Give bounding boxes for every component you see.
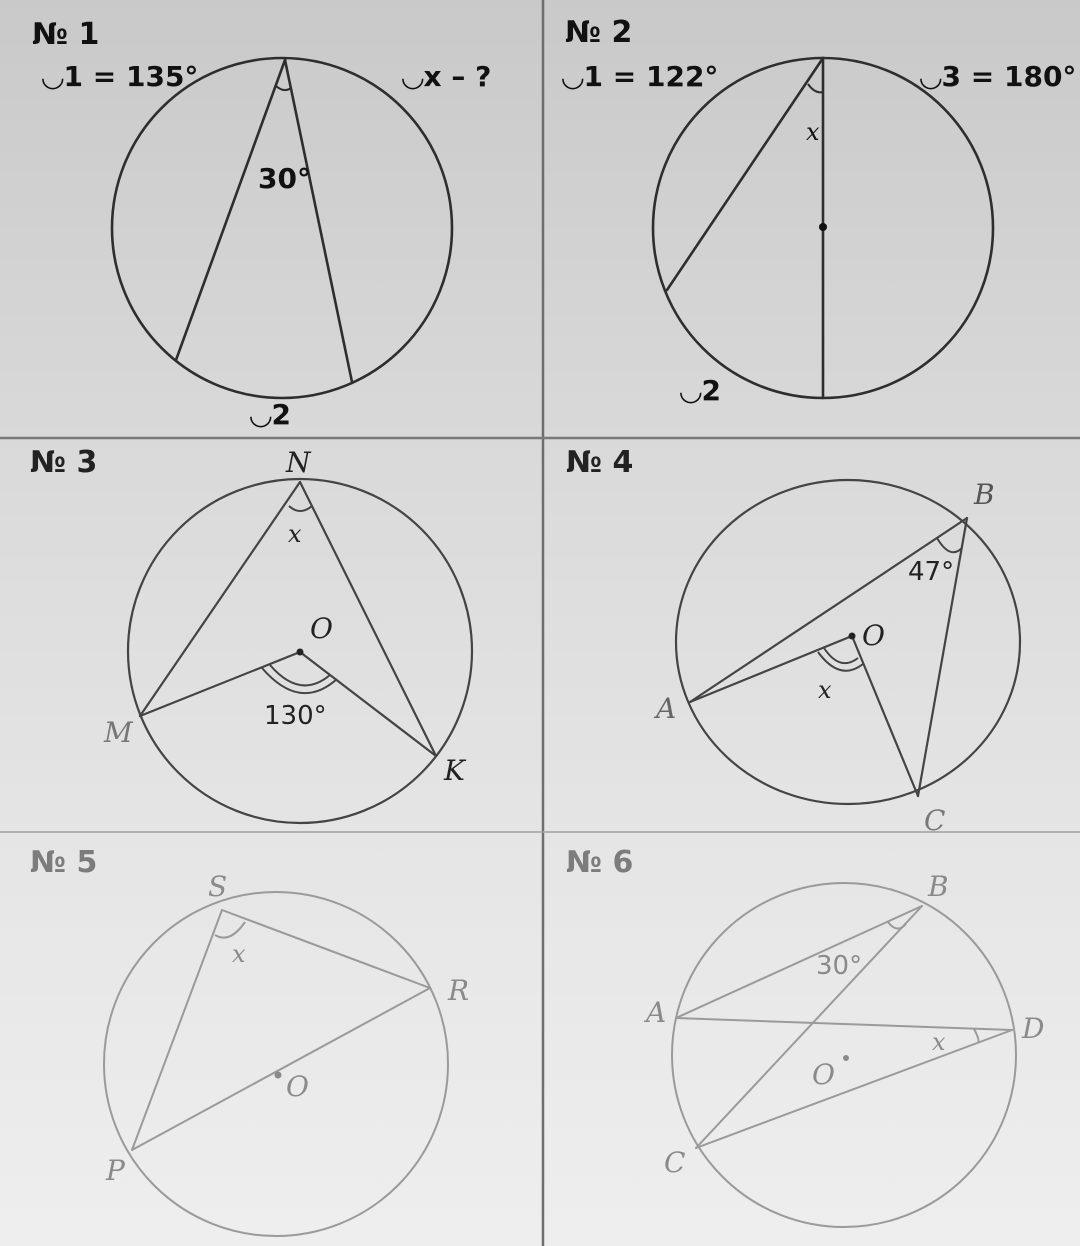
problem-3-point-N: N — [286, 446, 311, 479]
problem-4-point-O: O — [862, 619, 885, 652]
problem-6-angle-label: 30° — [816, 951, 863, 981]
problem-6-center-dot — [843, 1055, 849, 1061]
problem-2-arc3-label: ◡3 = 180° — [920, 60, 1077, 93]
problem-6-line-AD — [676, 1018, 1012, 1030]
problem-2-number: № 2 — [565, 15, 633, 50]
problem-5-point-S: S — [208, 870, 228, 903]
problem-3-point-O: O — [310, 612, 333, 645]
problem-5-point-R: R — [448, 974, 470, 1007]
problem-2-angle-arc — [808, 84, 823, 92]
problem-1-angle-label: 30° — [258, 162, 311, 195]
problem-2 — [562, 15, 1076, 407]
problem-4-number: № 4 — [566, 445, 634, 480]
problem-6-point-A: A — [646, 996, 667, 1029]
problem-6-chord-BC — [696, 906, 922, 1148]
problem-4-angle-47-arc — [937, 538, 962, 552]
problem-1-arcx-label: ◡x – ? — [402, 60, 492, 93]
problem-2-arc1-label: ◡1 = 122° — [562, 60, 719, 93]
problem-3-point-K: K — [444, 754, 465, 787]
problem-4-angle-x-arc-2 — [818, 652, 863, 671]
problem-5 — [30, 845, 469, 1236]
problem-4-point-C: C — [924, 804, 946, 837]
problem-1-arc1-label: ◡1 = 135° — [42, 60, 199, 93]
problem-6-var-label: x — [932, 1028, 946, 1056]
problem-6-angle-x-arc — [974, 1029, 979, 1043]
problem-4-radius-OC — [852, 636, 918, 796]
problem-5-center-dot — [275, 1072, 282, 1079]
problem-3-angle-x-arc — [289, 506, 312, 511]
problem-4-center-dot — [849, 633, 856, 640]
problem-5-diameter-RP — [132, 988, 430, 1150]
problem-1 — [32, 17, 491, 431]
problem-2-center-dot — [819, 223, 827, 231]
problem-3-number: № 3 — [30, 445, 98, 480]
problem-5-number: № 5 — [30, 845, 98, 880]
problem-5-point-O: O — [286, 1070, 309, 1103]
problem-3-point-M: M — [104, 716, 133, 749]
problem-6-circle — [672, 883, 1016, 1227]
problem-3-var-label: x — [288, 520, 302, 548]
problem-6-line-CD — [696, 1030, 1012, 1148]
problem-4-angle-label: 47° — [908, 557, 955, 587]
problem-3-angle-label: 130° — [264, 701, 327, 731]
problem-4-angle-x-arc-1 — [824, 648, 858, 663]
problem-5-chord-SR — [222, 910, 430, 988]
problem-6-chord-AB — [676, 906, 922, 1018]
problem-4-point-B: B — [974, 478, 995, 511]
problem-6-point-O: O — [812, 1058, 835, 1091]
problem-3-center-dot — [297, 649, 304, 656]
problem-6-point-B: B — [928, 870, 949, 903]
problem-1-number: № 1 — [32, 17, 100, 52]
problem-4-circle — [676, 480, 1020, 804]
problem-1-angle-arc — [276, 86, 291, 90]
problem-5-point-P: P — [106, 1154, 125, 1187]
problem-4-point-A: A — [656, 692, 677, 725]
problem-1-circle — [112, 58, 452, 398]
problem-5-angle-arc — [215, 922, 245, 938]
problem-6-number: № 6 — [566, 845, 634, 880]
problem-2-arc2-label: ◡2 — [680, 374, 722, 407]
problem-6-point-C: C — [664, 1146, 686, 1179]
problem-5-chord-SP — [132, 910, 222, 1150]
problem-1-chord-right — [285, 60, 352, 382]
problem-4-chord-AB — [690, 518, 967, 702]
problem-6 — [566, 845, 1044, 1227]
problem-4-var-label: x — [818, 676, 832, 704]
problem-6-angle-30-arc — [888, 922, 906, 929]
problem-2-var-label: x — [806, 118, 820, 146]
problem-1-arc2-label: ◡2 — [250, 398, 292, 431]
problem-5-circle — [104, 892, 448, 1236]
problem-3 — [30, 445, 472, 823]
problem-6-point-D: D — [1022, 1012, 1045, 1045]
problem-1-chord-left — [176, 60, 285, 360]
problem-5-var-label: x — [232, 940, 246, 968]
problem-4 — [566, 445, 1020, 837]
